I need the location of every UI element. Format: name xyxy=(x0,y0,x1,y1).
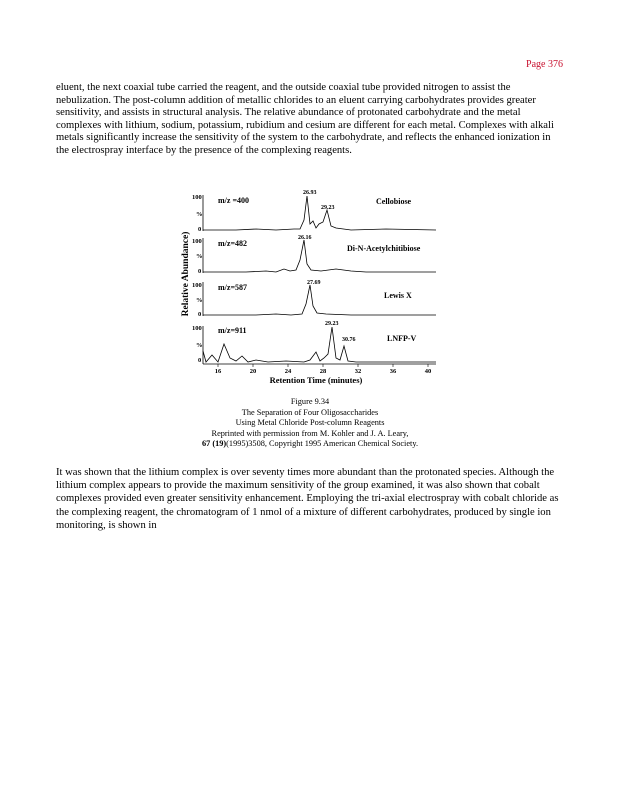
y-tick-min: 0 xyxy=(198,226,202,233)
y-tick-mid: % xyxy=(196,342,203,349)
caption-citation xyxy=(160,439,460,450)
y-axis-label: Relative Abundance) xyxy=(181,231,191,317)
x-tick-label: 40 xyxy=(424,368,432,375)
peak-label: 30.76 xyxy=(342,337,356,343)
x-tick-label: 16 xyxy=(214,368,222,375)
y-tick-mid: % xyxy=(196,297,203,304)
x-axis-label: Retention Time (minutes) xyxy=(269,375,363,385)
peak-label: 26.93 xyxy=(303,190,317,196)
panel-di-n-acetylchitibiose xyxy=(192,235,436,275)
x-axis xyxy=(203,364,436,385)
x-tick-label: 28 xyxy=(319,368,327,375)
x-tick-label: 20 xyxy=(249,368,257,375)
x-tick-label: 32 xyxy=(354,368,362,375)
panel-mz-label: m/z =400 xyxy=(218,196,249,205)
citation-rest: (1995)3508, Copyright 1995 American Chemical Society. xyxy=(226,439,419,449)
peak-label: 27.69 xyxy=(307,280,321,286)
y-tick-mid: % xyxy=(196,211,203,218)
x-tick-label: 24 xyxy=(284,368,292,375)
y-tick-max: 100 xyxy=(192,282,202,289)
peak-label: 29.23 xyxy=(325,321,339,327)
chromatogram-figure xyxy=(176,186,440,386)
y-tick-mid: % xyxy=(196,253,203,260)
peak-label: 26.16 xyxy=(298,235,312,241)
x-tick-label: 36 xyxy=(389,368,397,375)
figure-caption xyxy=(160,397,460,450)
y-tick-min: 0 xyxy=(198,357,202,364)
caption-title: The Separation of Four Oligosaccharides xyxy=(241,407,379,417)
y-tick-max: 100 xyxy=(192,238,202,245)
panel-compound-name: Lewis X xyxy=(384,291,412,300)
caption-subtitle: Using Metal Chloride Post-column Reagents xyxy=(235,418,385,428)
page-number: Page 376 xyxy=(526,59,563,70)
y-tick-min: 0 xyxy=(198,311,202,318)
panel-cellobiose xyxy=(192,190,436,233)
panel-compound-name: Di-N-Acetylchitibiose xyxy=(347,244,421,253)
caption-figure-number: Figure 9.34 xyxy=(290,397,330,406)
y-tick-min: 0 xyxy=(198,268,202,275)
panel-compound-name: LNFP-V xyxy=(387,334,417,343)
panel-compound-name: Cellobiose xyxy=(376,197,412,206)
peak-label: 29.23 xyxy=(321,205,335,211)
body-paragraph-2: It was shown that the lithium complex is over seventy times more abundant than the protonated species. Although the lithium complex appears to provide the maximum sensitivity of the group examined, it was also shown that cobalt complexes provided even greater sensitivity enhancement. Employing the tri-axial electrospray with cobalt chloride as the complexing reagent, the chromatogram of 1 nmol of a mixture of different carbohydrates, produced by single ion monitoring, is shown in xyxy=(56,467,559,531)
panel-lewis-x xyxy=(192,280,436,318)
panel-lnfp-v xyxy=(192,321,436,364)
body-paragraph-1: eluent, the next coaxial tube carried the reagent, and the outside coaxial tube provided nitrogen to assist the nebulization. The post-column addition of metallic chlorides to an eluent carrying carbohydrates provides greater sensitivity, and assists in structural analysis. The relative abundance of protonated carbohydrate and the metal complexes with lithium, sodium, potassium, rubidium and cesium are different for each metal. Complexes with alkali metals significantly increase the sensitivity of the system to the carbohydrate, and reflects the enhanced ionization in the electrospray interface by the presence of the complexing reagents. xyxy=(56,82,554,156)
y-tick-max: 100 xyxy=(192,194,202,201)
panel-mz-label: m/z=482 xyxy=(218,239,247,248)
panel-mz-label: m/z=587 xyxy=(218,283,247,292)
caption-permission: Reprinted with permission from M. Kohler and J. A. Leary, xyxy=(211,428,409,438)
y-tick-max: 100 xyxy=(192,325,202,332)
citation-volume: 67 (19) xyxy=(201,439,227,449)
panel-mz-label: m/z=911 xyxy=(218,326,247,335)
